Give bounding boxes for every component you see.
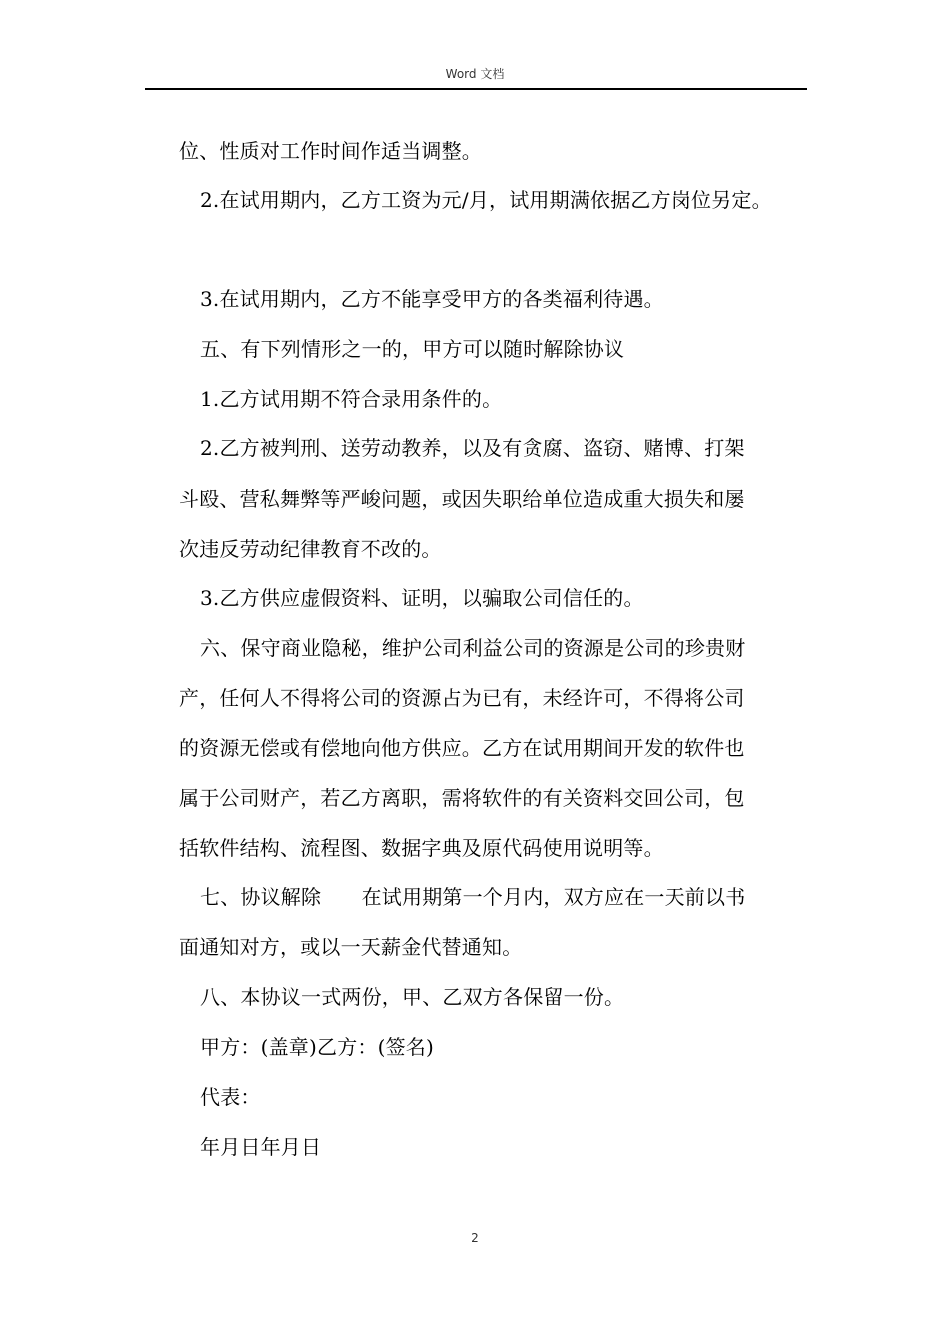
page-number: 2 <box>471 1231 479 1245</box>
body-line: 的资源无偿或有偿地向他方供应。乙方在试用期间开发的软件也 <box>179 736 745 760</box>
body-line: 3.在试用期内，乙方不能享受甲方的各类福利待遇。 <box>200 287 664 311</box>
body-line: 八、本协议一式两份，甲、乙双方各保留一份。 <box>200 985 625 1009</box>
page-header-title: Word 文档 <box>445 67 505 81</box>
body-line: 括软件结构、流程图、数据字典及原代码使用说明等。 <box>179 836 664 860</box>
body-line: 次违反劳动纪律教育不改的。 <box>179 537 442 561</box>
body-line: 属于公司财产，若乙方离职，需将软件的有关资料交回公司，包 <box>179 786 745 810</box>
body-line: 2.在试用期内，乙方工资为元/月，试用期满依据乙方岗位另定。 <box>200 188 772 212</box>
body-line: 3.乙方供应虚假资料、证明，以骗取公司信任的。 <box>200 586 644 610</box>
body-line: 位、性质对工作时间作适当调整。 <box>179 139 482 163</box>
body-line: 面通知对方，或以一天薪金代替通知。 <box>179 935 523 959</box>
body-line: 斗殴、营私舞弊等严峻问题，或因失职给单位造成重大损失和屡 <box>179 487 745 511</box>
representative-line: 代表： <box>200 1085 261 1109</box>
body-line: 2.乙方被判刑、送劳动教养，以及有贪腐、盗窃、赌博、打架 <box>200 436 745 460</box>
body-line: 1.乙方试用期不符合录用条件的。 <box>200 387 503 411</box>
date-line: 年月日年月日 <box>200 1135 322 1159</box>
body-line: 七、协议解除 在试用期第一个月内，双方应在一天前以书 <box>200 885 746 909</box>
body-line: 六、保守商业隐秘，维护公司利益公司的资源是公司的珍贵财 <box>200 636 746 660</box>
body-line: 五、有下列情形之一的，甲方可以随时解除协议 <box>200 337 625 361</box>
signature-line: 甲方：(盖章)乙方：(签名) <box>200 1035 435 1059</box>
header-divider <box>145 88 807 90</box>
body-line: 产，任何人不得将公司的资源占为已有，未经许可，不得将公司 <box>179 686 745 710</box>
